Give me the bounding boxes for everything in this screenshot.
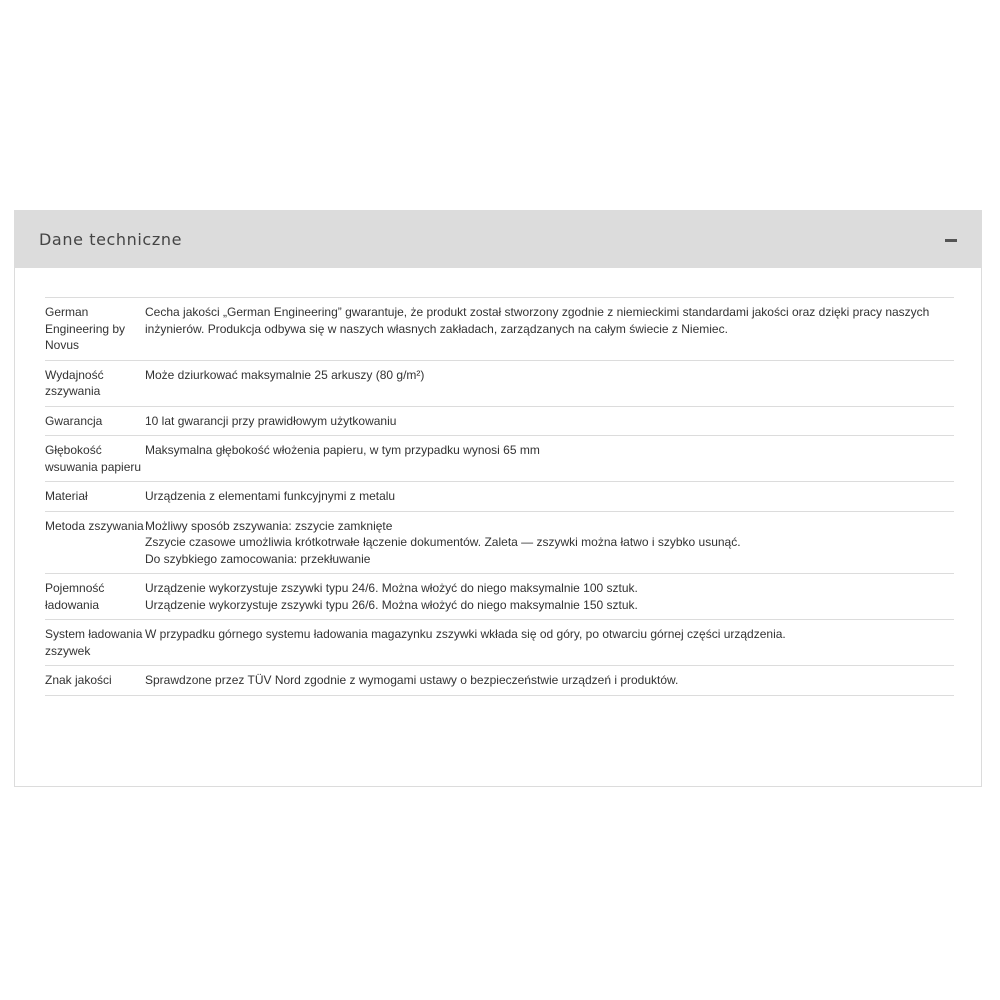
spec-value [145, 298, 954, 361]
spec-label: System ładowania zszywek [45, 627, 143, 658]
spec-value-line: Do szybkiego zamocowania: przekłuwanie [145, 551, 371, 566]
spec-value-line: Cecha jakości „German Engineering” gwarantuje, że produkt został stworzony zgodnie z niemieckimi standardami jakości oraz dzięki pracy naszych inżynierów. Produkcja odbywa się w naszych własnych zakładach, zarządzanych na całym świecie z Niemiec. [145, 305, 930, 336]
spec-value-line: Możliwy sposób zszywania: zszycie zamknięte [145, 518, 393, 533]
spec-value [145, 511, 954, 574]
spec-label: Wydajność zszywania [45, 367, 104, 398]
spec-row [45, 666, 954, 696]
spec-value [145, 574, 954, 620]
spec-value [145, 482, 954, 512]
panel-title: Dane techniczne [39, 230, 183, 249]
spec-value-line: 10 lat gwarancji przy prawidłowym użytkowaniu [145, 413, 397, 428]
spec-label: Gwarancja [45, 413, 103, 428]
spec-value-line: Urządzenie wykorzystuje zszywki typu 24/6. Można włożyć do niego maksymalnie 100 sztuk. [145, 581, 638, 595]
spec-value-line: Sprawdzone przez TÜV Nord zgodnie z wymogami ustawy o bezpieczeństwie urządzeń i produktów. [145, 673, 679, 687]
spec-row [45, 511, 954, 574]
spec-label: German Engineering by Novus [45, 305, 126, 352]
spec-label: Głębokość wsuwania papieru [45, 443, 142, 474]
spec-table-body [45, 298, 954, 696]
spec-row [45, 298, 954, 361]
minus-icon[interactable] [945, 239, 957, 242]
spec-value-line: Zszycie czasowe umożliwia krótkotrwałe łączenie dokumentów. Zaleta — zszywki można łatwo i szybko usunąć. [145, 535, 741, 549]
technical-data-panel [14, 210, 982, 787]
spec-value [145, 666, 954, 696]
spec-value-line: Urządzenia z elementami funkcyjnymi z metalu [145, 489, 396, 503]
spec-label: Materiał [45, 489, 88, 503]
spec-value-line: Może dziurkować maksymalnie 25 arkuszy (80 g/m²) [145, 367, 425, 382]
spec-value [145, 406, 954, 436]
spec-row [45, 482, 954, 512]
spec-row [45, 360, 954, 406]
spec-row [45, 436, 954, 482]
spec-label: Pojemność ładowania [45, 581, 105, 612]
spec-table [45, 297, 954, 696]
spec-row [45, 574, 954, 620]
spec-value-line: Urządzenie wykorzystuje zszywki typu 26/6. Można włożyć do niego maksymalnie 150 sztuk. [145, 597, 638, 612]
spec-value [145, 620, 954, 666]
panel-header-toggle[interactable] [15, 211, 981, 268]
spec-value-line: W przypadku górnego systemu ładowania magazynku zszywki wkłada się od góry, po otwarciu górnej części urządzenia. [145, 627, 786, 641]
spec-row [45, 406, 954, 436]
spec-value-line: Maksymalna głębokość włożenia papieru, w tym przypadku wynosi 65 mm [145, 443, 540, 457]
spec-label: Znak jakości [45, 673, 112, 687]
spec-value [145, 436, 954, 482]
spec-value [145, 360, 954, 406]
spec-row [45, 620, 954, 666]
spec-label: Metoda zszywania [45, 518, 144, 533]
